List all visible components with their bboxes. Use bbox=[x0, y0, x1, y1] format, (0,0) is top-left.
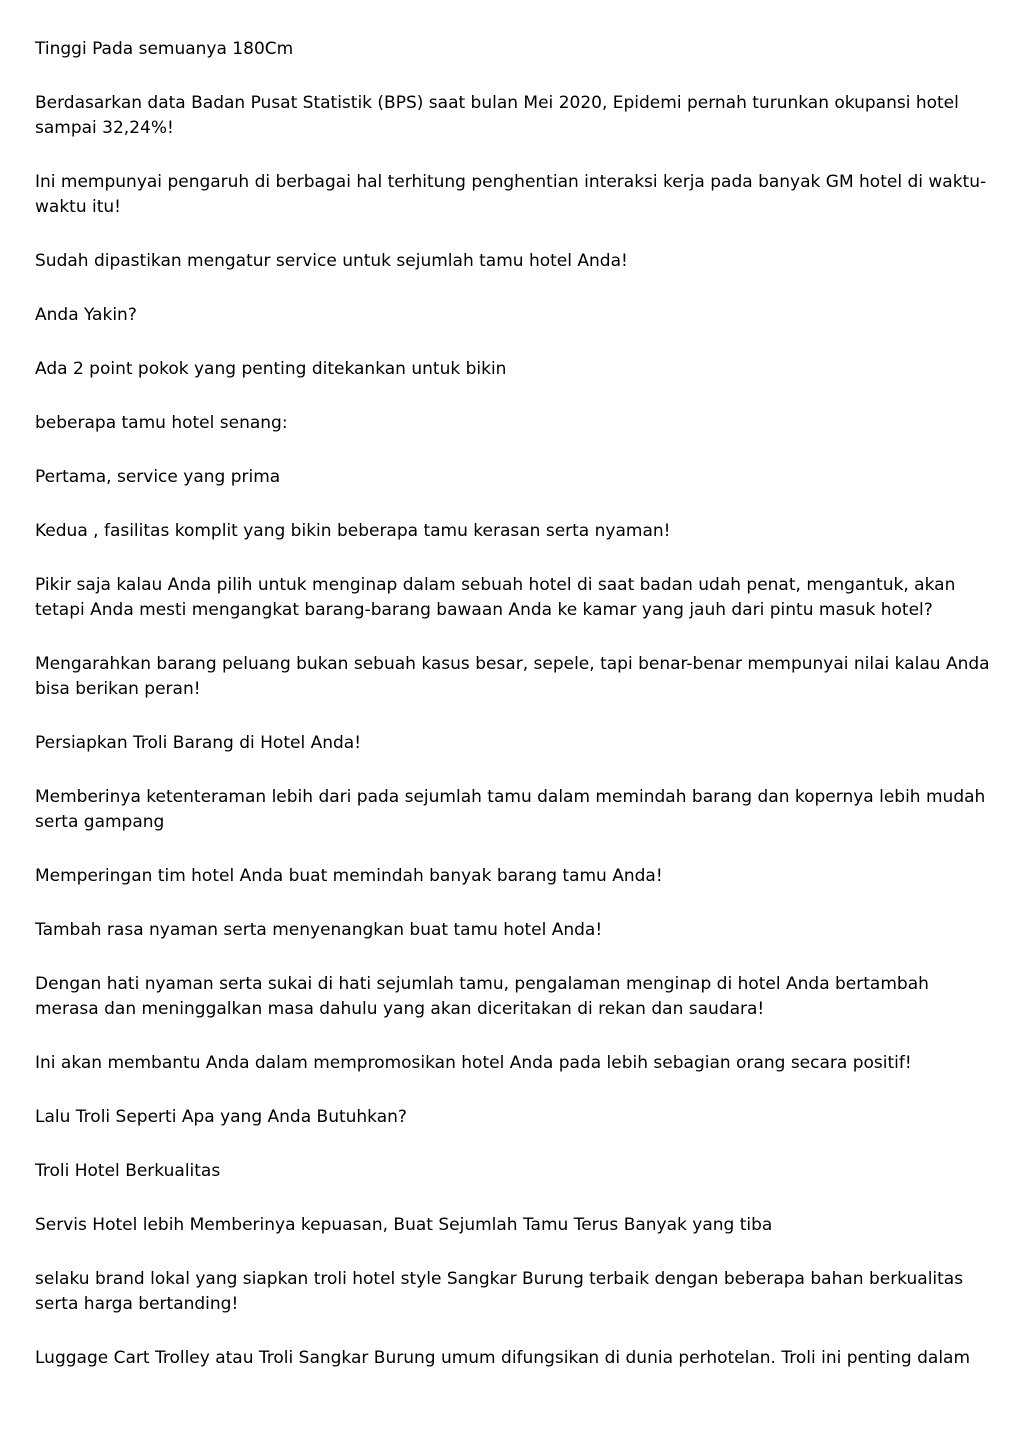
paragraph-luggage-cart: Luggage Cart Trolley atau Troli Sangkar Burung umum difungsikan di dunia perhotelan. Troli ini penting dalam bbox=[35, 1348, 971, 1368]
paragraph-luggage-handling: Mengarahkan barang peluang bukan sebuah kasus besar, sepele, tapi benar-benar mempunyai nilai kalau Anda bisa berikan peran! bbox=[35, 654, 990, 699]
paragraph-lighten-team: Memperingan tim hotel Anda buat memindah banyak barang tamu Anda! bbox=[35, 866, 663, 886]
paragraph-add-comfort: Tambah rasa nyaman serta menyenangkan buat tamu hotel Anda! bbox=[35, 920, 603, 940]
document-page bbox=[35, 37, 990, 1400]
paragraph-question: Anda Yakin? bbox=[35, 305, 137, 325]
paragraph-hotel-service: Servis Hotel lebih Memberinya kepuasan, Buat Sejumlah Tamu Terus Banyak yang tiba bbox=[35, 1215, 773, 1235]
paragraph-comfort: Memberinya ketenteraman lebih dari pada sejumlah tamu dalam memindah barang dan kopernya lebih mudah serta gampang bbox=[35, 787, 986, 832]
paragraph-quality-trolley: Troli Hotel Berkualitas bbox=[35, 1161, 221, 1181]
paragraph-second-point: Kedua , fasilitas komplit yang bikin beberapa tamu kerasan serta nyaman! bbox=[35, 521, 671, 541]
paragraph-bps-statistic: Berdasarkan data Badan Pusat Statistik (BPS) saat bulan Mei 2020, Epidemi pernah turunkan okupansi hotel sampai 32,24%! bbox=[35, 93, 959, 138]
paragraph-promotion: Ini akan membantu Anda dalam mempromosikan hotel Anda pada lebih sebagian orang secara positif! bbox=[35, 1053, 912, 1073]
paragraph-service-claim: Sudah dipastikan mengatur service untuk sejumlah tamu hotel Anda! bbox=[35, 251, 628, 271]
paragraph-first-point: Pertama, service yang prima bbox=[35, 467, 281, 487]
paragraph-experience: Dengan hati nyaman serta sukai di hati sejumlah tamu, pengalaman menginap di hotel Anda bertambah merasa dan meninggalkan masa dahulu yang akan diceritakan di rekan dan saudara! bbox=[35, 974, 929, 1019]
paragraph-height-note: Tinggi Pada semuanya 180Cm bbox=[35, 39, 294, 59]
paragraph-prepare-trolley: Persiapkan Troli Barang di Hotel Anda! bbox=[35, 733, 362, 753]
paragraph-imagine: Pikir saja kalau Anda pilih untuk menginap dalam sebuah hotel di saat badan udah penat, mengantuk, akan tetapi Anda mesti mengangkat barang-barang bawaan Anda ke kamar yang jauh dari pintu masuk hotel? bbox=[35, 575, 956, 620]
paragraph-which-trolley: Lalu Troli Seperti Apa yang Anda Butuhkan? bbox=[35, 1107, 407, 1127]
paragraph-impact: Ini mempunyai pengaruh di berbagai hal terhitung penghentian interaksi kerja pada banyak GM hotel di waktu-waktu itu! bbox=[35, 172, 987, 217]
paragraph-two-points: Ada 2 point pokok yang penting ditekankan untuk bikin bbox=[35, 359, 507, 379]
paragraph-guests-happy: beberapa tamu hotel senang: bbox=[35, 413, 288, 433]
paragraph-local-brand: selaku brand lokal yang siapkan troli hotel style Sangkar Burung terbaik dengan beberapa bahan berkualitas serta harga bertanding! bbox=[35, 1269, 964, 1314]
